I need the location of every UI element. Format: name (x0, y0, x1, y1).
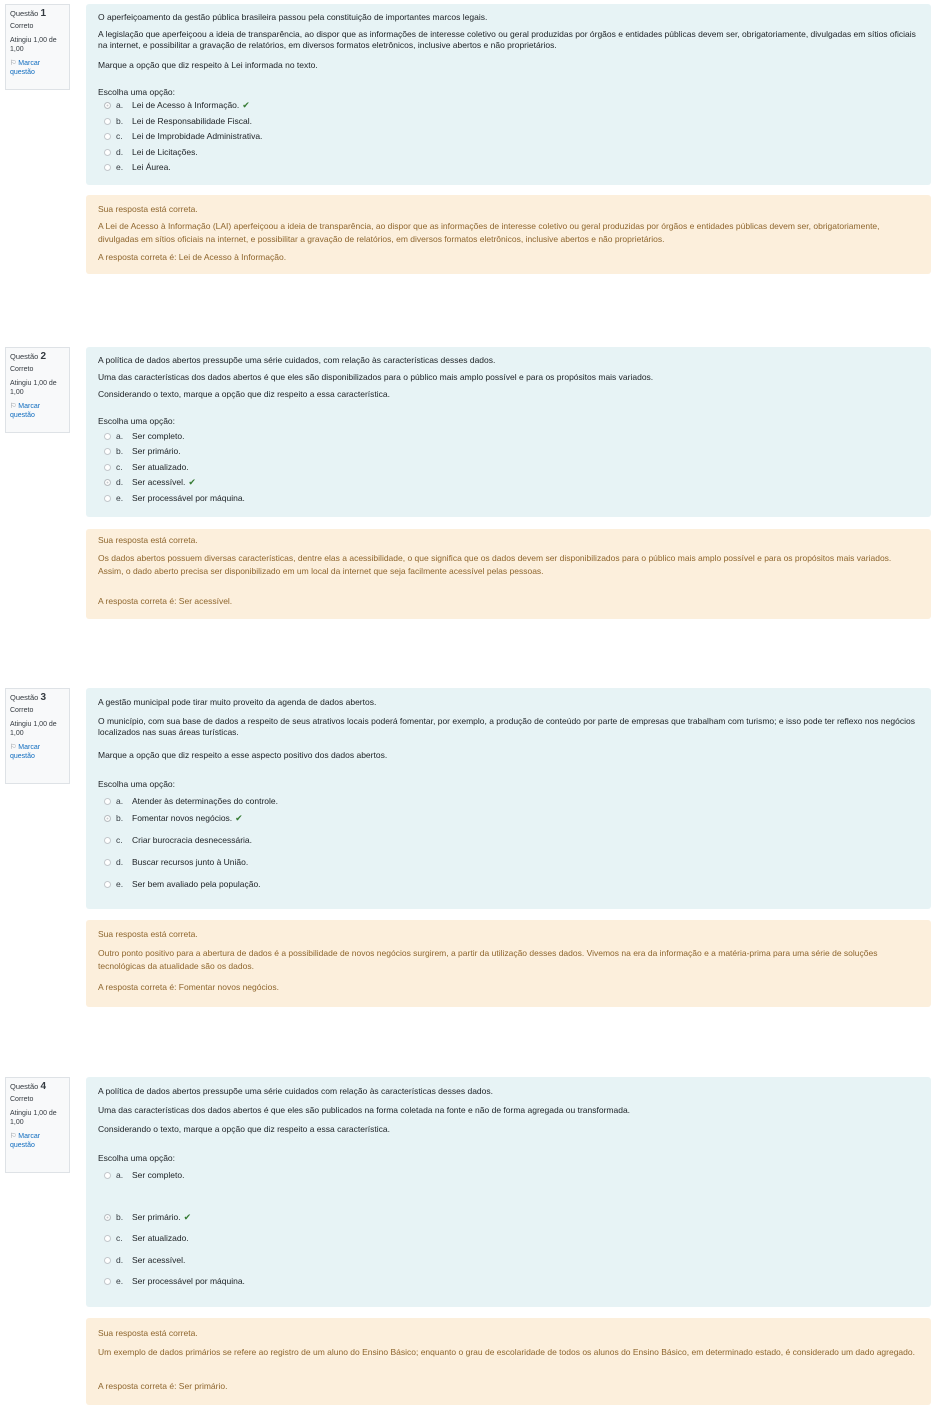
feedback-explanation: Os dados abertos possuem diversas características, dentre elas a acessibilidade, o que significa que os dados devem ser disponibilizados para o público mais amplo possível e para os propósitos mais variados. Assim, o dado aberto precisa ser disponibilizado em um local da internet que seja facilmente acessível pelas pessoas. (98, 553, 892, 576)
question-state: Correto (10, 1096, 34, 1103)
flag-question-link[interactable]: ⚐ Marcar questão (10, 403, 41, 419)
answer-option[interactable]: c. Criar burocracia desnecessária. (104, 835, 252, 846)
answer-option[interactable]: c. Lei de Improbidade Administrativa. (104, 131, 262, 142)
question-grade: Atingiu 1,00 de 1,00 (10, 37, 57, 53)
question-text: A política de dados abertos pressupõe uma série cuidados com relação às características desses dados. (98, 1086, 493, 1096)
answer-option[interactable]: b. Lei de Responsabilidade Fiscal. (104, 116, 252, 127)
question-grade: Atingiu 1,00 de 1,00 (10, 380, 57, 396)
feedback-explanation: Outro ponto positivo para a abertura de dados é a possibilidade de novos negócios surgirem, a partir da utilização desses dados. Vivemos na era da informação e a matéria-prima para uma série de soluções tecnológicas da atualidade são os dados. (98, 948, 878, 971)
radio-button[interactable] (104, 102, 111, 109)
flag-question-link[interactable]: ⚐ Marcar questão (10, 744, 41, 760)
radio-button[interactable] (104, 1257, 111, 1264)
question-text: A política de dados abertos pressupõe uma série cuidados, com relação às características desses dados. (98, 355, 496, 365)
answer-option[interactable]: b. Ser primário. (104, 446, 181, 457)
feedback-status: Sua resposta está correta. (98, 929, 198, 939)
flag-question-link[interactable]: ⚐ Marcar questão (10, 60, 41, 76)
radio-button[interactable] (104, 448, 111, 455)
question-grade: Atingiu 1,00 de 1,00 (10, 721, 57, 737)
answer-option[interactable]: e. Lei Áurea. (104, 162, 171, 173)
check-icon: ✔ (188, 477, 196, 487)
feedback-box (86, 1318, 931, 1405)
radio-button[interactable] (104, 149, 111, 156)
question-info (5, 1077, 70, 1173)
right-answer: A resposta correta é: Fomentar novos negócios. (98, 982, 279, 992)
answer-option[interactable]: e. Ser processável por máquina. (104, 493, 245, 504)
question-state: Correto (10, 366, 34, 373)
question-state: Correto (10, 23, 34, 30)
question-text: Considerando o texto, marque a opção que diz respeito a essa característica. (98, 1124, 391, 1134)
right-answer: A resposta correta é: Ser acessível. (98, 596, 233, 606)
question-formulation (86, 347, 931, 517)
flag-icon: ⚐ (10, 744, 17, 751)
check-icon: ✔ (235, 813, 243, 823)
question-text: Uma das características dos dados abertos é que eles são publicados na forma coletada na fonte e não de forma agregada ou transformada. (98, 1105, 631, 1115)
question-number: Questão 1 (10, 8, 47, 19)
answer-option[interactable]: b. Ser primário. ✔ (104, 1212, 191, 1223)
check-icon: ✔ (242, 100, 250, 110)
question-text: Uma das características dos dados abertos é que eles são disponibilizados para o público mais amplo possível e para os propósitos mais variados. (98, 372, 654, 382)
radio-button[interactable] (104, 133, 111, 140)
question-text: Marque a opção que diz respeito a esse aspecto positivo dos dados abertos. (98, 750, 388, 760)
answer-option[interactable]: a. Lei de Acesso à Informação. ✔ (104, 100, 250, 111)
question-info (5, 688, 70, 784)
radio-button[interactable] (104, 464, 111, 471)
answer-option[interactable]: a. Ser completo. (104, 431, 184, 442)
answer-option[interactable]: a. Ser completo. (104, 1170, 184, 1181)
radio-button[interactable] (104, 881, 111, 888)
question-text: A gestão municipal pode tirar muito proveito da agenda de dados abertos. (98, 697, 377, 707)
question-formulation (86, 4, 931, 185)
radio-button[interactable] (104, 118, 111, 125)
question-number: Questão 4 (10, 1081, 47, 1092)
answer-option[interactable]: c. Ser atualizado. (104, 1233, 189, 1244)
radio-button[interactable] (104, 164, 111, 171)
question-state: Correto (10, 707, 34, 714)
question-text: Considerando o texto, marque a opção que diz respeito a essa característica. (98, 389, 391, 399)
question-text: O aperfeiçoamento da gestão pública brasileira passou pela constituição de importantes marcos legais. (98, 12, 488, 22)
feedback-explanation: A Lei de Acesso à Informação (LAI) aperfeiçoou a ideia de transparência, ao dispor que as informações de interesse coletivo ou geral produzidas por órgãos e entidades públicas devem ser, obrigatoriamente, divulgadas em sítios oficiais na internet, e possibilitar a gravação de relatórios, em diversos formatos eletrônicos, inclusive abertos e não proprietários. (98, 221, 880, 244)
feedback-status: Sua resposta está correta. (98, 535, 198, 545)
answer-option[interactable]: d. Lei de Licitações. (104, 147, 198, 158)
question-grade: Atingiu 1,00 de 1,00 (10, 1110, 57, 1126)
check-icon: ✔ (183, 1212, 192, 1222)
flag-icon: ⚐ (10, 403, 17, 410)
feedback-status: Sua resposta está correta. (98, 204, 198, 214)
answer-option[interactable]: d. Buscar recursos junto à União. (104, 857, 248, 868)
choose-prompt: Escolha uma opção: (98, 1153, 176, 1163)
answer-option[interactable]: e. Ser bem avaliado pela população. (104, 879, 261, 890)
choose-prompt: Escolha uma opção: (98, 416, 176, 426)
question-info (5, 347, 70, 433)
right-answer: A resposta correta é: Lei de Acesso à Informação. (98, 252, 287, 262)
right-answer: A resposta correta é: Ser primário. (98, 1381, 228, 1391)
radio-button[interactable] (104, 837, 111, 844)
answer-option[interactable]: a. Atender às determinações do controle. (104, 796, 278, 807)
choose-prompt: Escolha uma opção: (98, 87, 176, 97)
question-text: O município, com sua base de dados a respeito de seus atrativos locais poderá fomentar, por exemplo, a produção de conteúdo por parte de empresas que trabalham com turismo; e isso pode ter reflexo nos negócios localizados nas suas áreas turísticas. (98, 716, 915, 737)
answer-option[interactable]: d. Ser acessível. (104, 1255, 185, 1266)
radio-button[interactable] (104, 815, 111, 822)
radio-button[interactable] (104, 798, 111, 805)
radio-button[interactable] (104, 479, 111, 486)
feedback-box (86, 920, 931, 1007)
question-info (5, 4, 70, 90)
question-number: Questão 3 (10, 692, 47, 703)
radio-button[interactable] (104, 1235, 111, 1242)
question-text: Marque a opção que diz respeito à Lei informada no texto. (98, 60, 318, 70)
question-formulation (86, 688, 931, 909)
flag-question-link[interactable]: ⚐ Marcar questão (10, 1133, 41, 1149)
feedback-box (86, 529, 931, 619)
flag-icon: ⚐ (10, 1133, 17, 1140)
answer-option[interactable]: e. Ser processável por máquina. (104, 1276, 245, 1287)
radio-button[interactable] (104, 433, 111, 440)
feedback-explanation: Um exemplo de dados primários se refere ao registro de um aluno do Ensino Básico; enquanto o grau de escolaridade de todos os alunos do Ensino Básico, em determinado estado, é considerado um dado agregado. (98, 1347, 915, 1357)
answer-option[interactable]: d. Ser acessível. ✔ (104, 477, 196, 488)
answer-option[interactable]: c. Ser atualizado. (104, 462, 189, 473)
radio-button[interactable] (104, 1278, 111, 1285)
radio-button[interactable] (104, 859, 111, 866)
feedback-status: Sua resposta está correta. (98, 1328, 198, 1338)
feedback-box (86, 195, 931, 274)
question-text: A legislação que aperfeiçoou a ideia de transparência, ao dispor que as informações de interesse coletivo ou geral produzidas por órgãos e entidades públicas devem ser, obrigatoriamente, divulgadas em sítios oficiais na internet, e possibilitar a gravação de relatórios, em diversos formatos eletrônicos, inclusive abertos e não proprietários. (98, 29, 916, 50)
radio-button[interactable] (104, 495, 111, 502)
choose-prompt: Escolha uma opção: (98, 779, 176, 789)
radio-button[interactable] (104, 1214, 111, 1221)
answer-option[interactable]: b. Fomentar novos negócios. ✔ (104, 813, 243, 824)
question-number: Questão 2 (10, 351, 47, 362)
radio-button[interactable] (104, 1172, 111, 1179)
flag-icon: ⚐ (10, 60, 17, 67)
question-formulation (86, 1077, 931, 1307)
